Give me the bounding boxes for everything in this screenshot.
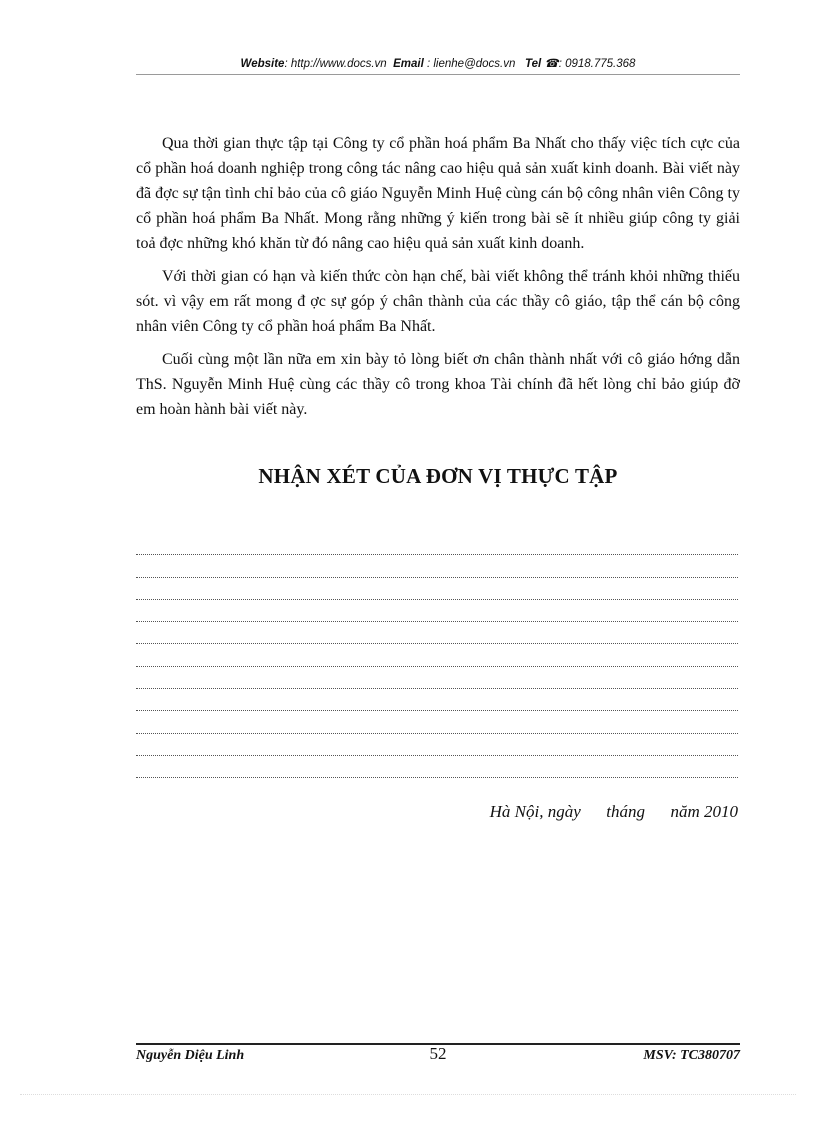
author-name: Nguyễn Diệu Linh: [136, 1048, 245, 1063]
body-text: [136, 131, 740, 430]
website-value[interactable]: : http://www.docs.vn: [284, 58, 387, 70]
section-title: NHẬN XÉT CỦA ĐƠN VỊ THỰC TẬP: [258, 464, 618, 488]
paragraph-3: Cuối cùng một lần nữa em xin bày tỏ lòng biết ơn chân thành nhất với cô giáo hớng dẫn ThS. Nguyễn Minh Huệ cùng các thầy cô trong khoa Tài chính đã hết lòng chỉ bảo giúp đỡ em hoàn hành bài viết này.: [136, 351, 740, 418]
dotted-line: [136, 667, 738, 689]
dotted-line: [136, 600, 738, 622]
email-label: Email: [393, 58, 424, 70]
paragraph-1: Qua thời gian thực tập tại Công ty cổ phần hoá phẩm Ba Nhất cho thấy việc tích cực của cổ phần hoá doanh nghiệp trong công tác nâng cao hiệu quả sản xuất kinh doanh. Bài viết này đã đợc sự tận tình chỉ bảo của cô giáo Nguyễn Minh Huệ cùng cán bộ công nhân viên Công ty cổ phần hoá phẩm Ba Nhất. Mong rằng những ý kiến trong bài sẽ ít nhiều giúp công ty giải toả đợc những khó khăn từ đó nâng cao hiệu quả sản xuất kinh doanh.: [136, 135, 740, 252]
student-id: MSV: TC380707: [643, 1048, 740, 1063]
page-number: 52: [429, 1044, 447, 1063]
dotted-line: [136, 644, 738, 666]
dotted-line: [136, 622, 738, 644]
paragraph-2: Với thời gian có hạn và kiến thức còn hạn chế, bài viết không thể tránh khỏi những thiếu sót. vì vậy em rất mong đ ợc sự góp ý chân thành của các thầy cô giáo, tập thể cán bộ công nhân viên Công ty cổ phần hoá phẩm Ba Nhất.: [136, 268, 740, 335]
phone-icon: ☎: [544, 58, 559, 70]
website-label: Website: [240, 58, 285, 70]
header-divider: [136, 74, 740, 75]
dotted-line: [136, 578, 738, 600]
tel-label: Tel: [524, 58, 542, 70]
place-date: Hà Nội, ngày tháng năm 2010: [489, 802, 738, 821]
dotted-line: [136, 689, 738, 711]
dotted-line: [136, 555, 738, 577]
bottom-border: [20, 1094, 796, 1095]
dotted-line: [136, 734, 738, 756]
page-header: [136, 56, 740, 70]
page-footer: [136, 1046, 740, 1070]
tel-value: : 0918.775.368: [558, 58, 636, 70]
comment-lines: [136, 533, 738, 778]
dotted-line: [136, 756, 738, 778]
dotted-line: [136, 533, 738, 555]
email-value[interactable]: : lienhe@docs.vn: [426, 58, 516, 70]
dotted-line: [136, 711, 738, 733]
